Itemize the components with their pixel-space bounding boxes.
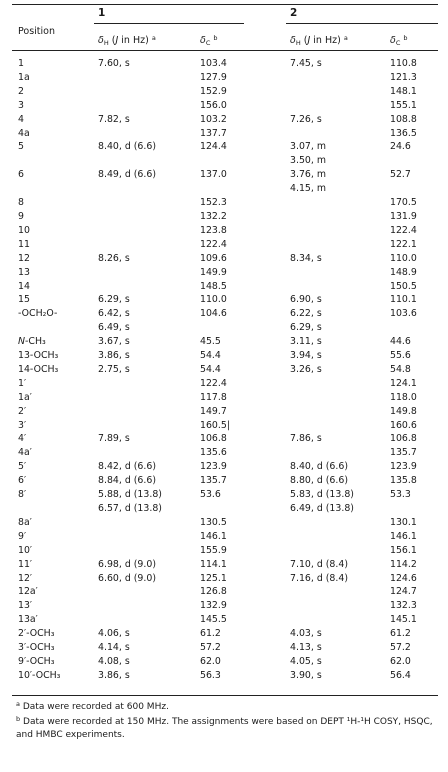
table-row (0, 307, 448, 321)
position-cell: 8a′ (18, 516, 32, 528)
compound2-dc-cell: 52.7 (390, 169, 411, 181)
compound1-dc-cell: 56.3 (200, 669, 221, 681)
compound1-dc-cell: 152.3 (200, 197, 227, 209)
compound2-dh-cell: 8.80, d (6.6) (290, 475, 348, 487)
position-cell: 9′-OCH₃ (18, 655, 55, 667)
compound2-dh-cell: 7.10, d (8.4) (290, 558, 348, 570)
compound2-dc-cell: 103.6 (390, 308, 417, 320)
position-cell: 10′ (18, 544, 33, 556)
compound2-dc-cell: 56.4 (390, 669, 411, 681)
compound2-dc-cell: 123.9 (390, 461, 417, 473)
compound1-dh-cell: 8.40, d (6.6) (98, 141, 156, 153)
table-row (0, 655, 448, 669)
compound1-dh-cell: 4.06, s (98, 628, 130, 640)
dh-header-2: $\delta_H$ (J in Hz) $^a$ (290, 34, 348, 47)
compound2-dc-cell: 53.3 (390, 489, 411, 501)
compound2-dc-cell: 57.2 (390, 642, 411, 654)
compound2-dh-cell: 3.11, s (290, 336, 322, 348)
compound2-dc-cell: 124.1 (390, 377, 417, 389)
compound2-dh-cell: 7.45, s (290, 58, 322, 69)
table-row (0, 293, 448, 307)
compound1-dh-cell: 7.89, s (98, 433, 130, 445)
compound1-dc-cell: 110.0 (200, 294, 227, 306)
compound2-dh-cell: 3.50, m (290, 155, 326, 167)
compound2-dc-cell: 106.8 (390, 433, 417, 445)
compound2-dc-cell: 124.7 (390, 586, 417, 598)
compound1-dc-cell: 123.8 (200, 224, 227, 236)
table-row (0, 154, 448, 168)
table-row (0, 280, 448, 294)
table-row (0, 99, 448, 113)
compound1-dh-cell: 6.98, d (9.0) (98, 558, 156, 570)
compound2-dh-cell: 3.26, s (290, 363, 322, 375)
table-row (0, 530, 448, 544)
position-cell: 1a (18, 71, 30, 83)
compound1-dc-cell: 146.1 (200, 530, 227, 542)
compound-2-underline (286, 23, 438, 24)
position-cell: 6′ (18, 475, 27, 487)
compound2-dh-cell: 5.83, d (13.8) (290, 489, 354, 501)
position-cell: 5 (18, 141, 24, 153)
table-row (0, 196, 448, 210)
position-cell: 14-OCH₃ (18, 363, 59, 375)
table-row (0, 140, 448, 154)
table-row (0, 321, 448, 335)
compound1-dc-cell: 54.4 (200, 350, 221, 362)
table-row (0, 252, 448, 266)
compound1-dc-cell: 53.6 (200, 489, 221, 501)
compound1-dh-cell: 6.42, s (98, 308, 130, 320)
table-row (0, 266, 448, 280)
compound2-dh-cell: 6.90, s (290, 294, 322, 306)
table-row (0, 391, 448, 405)
position-cell: 13′ (18, 600, 33, 612)
compound1-dh-cell: 6.29, s (98, 294, 130, 306)
compound2-dh-cell: 6.22, s (290, 308, 322, 320)
dc-header-2: $\delta_C$ $^b$ (390, 34, 408, 47)
compound1-dc-cell: 122.4 (200, 377, 227, 389)
data-table (0, 57, 448, 683)
position-cell: 10′-OCH₃ (18, 669, 61, 681)
table-row (0, 168, 448, 182)
compound2-dh-cell: 4.13, s (290, 642, 322, 654)
position-cell: 2′ (18, 405, 27, 417)
compound1-dh-cell: 8.84, d (6.6) (98, 475, 156, 487)
position-cell: 4a′ (18, 447, 32, 459)
table-row (0, 474, 448, 488)
position-cell: 12′ (18, 572, 33, 584)
compound2-dc-cell: 150.5 (390, 280, 417, 292)
position-cell: 9′ (18, 530, 27, 542)
dc-header-1: $\delta_C$ $^b$ (200, 34, 218, 47)
compound2-dc-cell: 122.1 (390, 238, 417, 250)
compound1-dc-cell: 149.7 (200, 405, 227, 417)
compound1-dc-cell: 137.0 (200, 169, 227, 181)
position-cell: 13a′ (18, 614, 38, 626)
compound2-dc-cell: 156.1 (390, 544, 417, 556)
compound2-dh-cell: 3.76, m (290, 169, 326, 181)
table-row (0, 669, 448, 683)
footnote-a-text: Data were recorded at 600 MHz. (22, 702, 169, 712)
position-cell: 9 (18, 210, 24, 222)
compound2-dc-cell: 110.1 (390, 294, 417, 306)
table-row (0, 419, 448, 433)
position-cell: 12 (18, 252, 30, 264)
compound1-dc-cell: 145.5 (200, 614, 227, 626)
compound1-dh-cell: 8.49, d (6.6) (98, 169, 156, 181)
compound2-dc-cell: 61.2 (390, 628, 411, 640)
position-cell: 8′ (18, 489, 27, 501)
compound2-dc-cell: 124.6 (390, 572, 417, 584)
compound1-dc-cell: 103.4 (200, 58, 227, 69)
table-row (0, 585, 448, 599)
table-row (0, 613, 448, 627)
position-cell: 11 (18, 238, 30, 250)
position-cell: 13 (18, 266, 30, 278)
compound2-dc-cell: 160.6 (390, 419, 417, 431)
compound2-dc-cell: 130.1 (390, 516, 417, 528)
compound1-dh-cell: 3.86, s (98, 350, 130, 362)
compound2-dc-cell: 55.6 (390, 350, 411, 362)
compound2-dh-cell: 7.26, s (290, 113, 322, 125)
table-row (0, 405, 448, 419)
position-cell: 12a′ (18, 586, 38, 598)
compound2-dc-cell: 121.3 (390, 71, 417, 83)
compound1-dh-cell: 4.14, s (98, 642, 130, 654)
compound2-dc-cell: 54.8 (390, 363, 411, 375)
position-cell: 14 (18, 280, 30, 292)
compound1-dc-cell: 148.5 (200, 280, 227, 292)
position-cell: 3′-OCH₃ (18, 642, 55, 654)
compound1-dc-cell: 109.6 (200, 252, 227, 264)
position-cell: 2′-OCH₃ (18, 628, 55, 640)
compound2-dh-cell: 8.40, d (6.6) (290, 461, 348, 473)
compound2-dc-cell: 146.1 (390, 530, 417, 542)
table-row (0, 363, 448, 377)
compound2-dc-cell: 24.6 (390, 141, 411, 153)
compound2-dc-cell: 118.0 (390, 391, 417, 403)
compound2-dc-cell: 132.3 (390, 600, 417, 612)
compound2-dc-cell: 148.9 (390, 266, 417, 278)
compound1-dc-cell: 122.4 (200, 238, 227, 250)
table-row (0, 57, 448, 71)
compound2-dc-cell: 149.8 (390, 405, 417, 417)
compound1-dc-cell: 156.0 (200, 99, 227, 111)
compound2-dc-cell: 145.1 (390, 614, 417, 626)
compound1-dc-cell: 106.8 (200, 433, 227, 445)
table-row (0, 238, 448, 252)
compound1-dc-cell: 130.5 (200, 516, 227, 528)
compound1-dh-cell: 7.60, s (98, 58, 130, 69)
compound1-dh-cell: 2.75, s (98, 363, 130, 375)
position-cell: 10 (18, 224, 30, 236)
table-row (0, 349, 448, 363)
compound2-dh-cell: 3.94, s (290, 350, 322, 362)
position-cell: 5′ (18, 461, 27, 473)
position-cell: 4a (18, 127, 30, 139)
compound1-dh-cell: 7.82, s (98, 113, 130, 125)
dh-header-1: $\delta_H$ (J in Hz) $^a$ (98, 34, 156, 47)
position-cell: 2 (18, 85, 24, 97)
position-cell: 4′ (18, 433, 27, 445)
table-row (0, 432, 448, 446)
table-row (0, 460, 448, 474)
compound2-dh-cell: 7.16, d (8.4) (290, 572, 348, 584)
table-row (0, 335, 448, 349)
compound2-dc-cell: 148.1 (390, 85, 417, 97)
header-bottom-rule (12, 50, 438, 51)
compound1-dc-cell: 152.9 (200, 85, 227, 97)
compound2-dh-cell: 3.90, s (290, 669, 322, 681)
table-row (0, 71, 448, 85)
table-bottom-rule (12, 695, 438, 696)
compound1-dc-cell: 54.4 (200, 363, 221, 375)
table-row (0, 572, 448, 586)
position-cell: 8 (18, 197, 24, 209)
table-row (0, 516, 448, 530)
top-rule (12, 4, 438, 5)
compound2-dc-cell: 108.8 (390, 113, 417, 125)
table-row (0, 599, 448, 613)
compound2-dc-cell: 122.4 (390, 224, 417, 236)
compound-2-heading: 2 (290, 7, 298, 19)
table-row (0, 182, 448, 196)
compound1-dc-cell: 45.5 (200, 336, 221, 348)
position-cell: 4 (18, 113, 24, 125)
compound1-dh-cell: 8.26, s (98, 252, 130, 264)
compound2-dh-cell: 8.34, s (290, 252, 322, 264)
position-cell: 1 (18, 58, 24, 69)
footnote-a: $^a$ Data were recorded at 600 MHz. (16, 700, 169, 712)
compound1-dc-cell: 117.8 (200, 391, 227, 403)
footnote-b: $^b$ Data were recorded at 150 MHz. The assignments were based on DEPT ¹H-¹H COSY, HSQC, and HMBC experiments. (16, 715, 433, 740)
position-cell: N-CH₃ (18, 336, 46, 348)
compound1-dc-cell: 62.0 (200, 655, 221, 667)
compound2-dc-cell: 135.8 (390, 475, 417, 487)
compound1-dc-cell: 132.9 (200, 600, 227, 612)
compound1-dc-cell: 103.2 (200, 113, 227, 125)
compound2-dh-cell: 4.15, m (290, 183, 326, 195)
compound2-dc-cell: 114.2 (390, 558, 417, 570)
compound2-dc-cell: 131.9 (390, 210, 417, 222)
table-row (0, 558, 448, 572)
table-row (0, 85, 448, 99)
position-cell: 11′ (18, 558, 33, 570)
compound1-dc-cell: 126.8 (200, 586, 227, 598)
compound1-dc-cell: 125.1 (200, 572, 227, 584)
table-row (0, 627, 448, 641)
compound1-dh-cell: 4.08, s (98, 655, 130, 667)
compound2-dc-cell: 110.8 (390, 58, 417, 69)
compound1-dc-cell: 132.2 (200, 210, 227, 222)
compound-1-underline (94, 23, 244, 24)
table-row (0, 641, 448, 655)
compound1-dh-cell: 6.49, s (98, 322, 130, 334)
compound1-dc-cell: 135.7 (200, 475, 227, 487)
compound1-dc-cell: 124.4 (200, 141, 227, 153)
position-cell: 3′ (18, 419, 27, 431)
table-row (0, 210, 448, 224)
compound2-dc-cell: 44.6 (390, 336, 411, 348)
compound2-dh-cell: 4.03, s (290, 628, 322, 640)
position-cell: -OCH₂O- (18, 308, 58, 320)
compound2-dh-cell: 3.07, m (290, 141, 326, 153)
compound2-dc-cell: 170.5 (390, 197, 417, 209)
compound1-dh-cell: 6.60, d (9.0) (98, 572, 156, 584)
compound1-dh-cell: 3.86, s (98, 669, 130, 681)
table-row (0, 127, 448, 141)
compound1-dc-cell: 135.6 (200, 447, 227, 459)
table-row (0, 502, 448, 516)
table-row (0, 224, 448, 238)
compound1-dc-cell: 127.9 (200, 71, 227, 83)
position-cell: 1a′ (18, 391, 32, 403)
compound1-dh-cell: 5.88, d (13.8) (98, 489, 162, 501)
compound1-dh-cell: 8.42, d (6.6) (98, 461, 156, 473)
compound1-dc-cell: 137.7 (200, 127, 227, 139)
compound2-dc-cell: 62.0 (390, 655, 411, 667)
table-row (0, 488, 448, 502)
compound2-dc-cell: 110.0 (390, 252, 417, 264)
table-row (0, 377, 448, 391)
compound1-dc-cell: 160.5| (200, 419, 230, 431)
position-cell: 13-OCH₃ (18, 350, 59, 362)
compound1-dc-cell: 61.2 (200, 628, 221, 640)
compound2-dc-cell: 155.1 (390, 99, 417, 111)
compound1-dh-cell: 3.67, s (98, 336, 130, 348)
compound1-dc-cell: 123.9 (200, 461, 227, 473)
compound-1-heading: 1 (98, 7, 106, 19)
compound2-dh-cell: 6.29, s (290, 322, 322, 334)
compound1-dc-cell: 149.9 (200, 266, 227, 278)
compound1-dh-cell: 6.57, d (13.8) (98, 503, 162, 514)
compound1-dc-cell: 114.1 (200, 558, 227, 570)
position-column-header: Position (18, 26, 55, 37)
compound1-dc-cell: 104.6 (200, 308, 227, 320)
compound1-dc-cell: 57.2 (200, 642, 221, 654)
compound2-dc-cell: 136.5 (390, 127, 417, 139)
compound2-dh-cell: 7.86, s (290, 433, 322, 445)
compound1-dc-cell: 155.9 (200, 544, 227, 556)
position-cell: 15 (18, 294, 30, 306)
table-row (0, 113, 448, 127)
position-cell: 6 (18, 169, 24, 181)
footnote-b-text: Data were recorded at 150 MHz. The assignments were based on DEPT ¹H-¹H COSY, HSQC, and HMBC experiments. (16, 717, 433, 740)
compound2-dh-cell: 4.05, s (290, 655, 322, 667)
table-row (0, 446, 448, 460)
compound2-dc-cell: 135.7 (390, 447, 417, 459)
position-cell: 3 (18, 99, 24, 111)
compound2-dh-cell: 6.49, d (13.8) (290, 503, 354, 514)
table-row (0, 544, 448, 558)
position-cell: 1′ (18, 377, 27, 389)
